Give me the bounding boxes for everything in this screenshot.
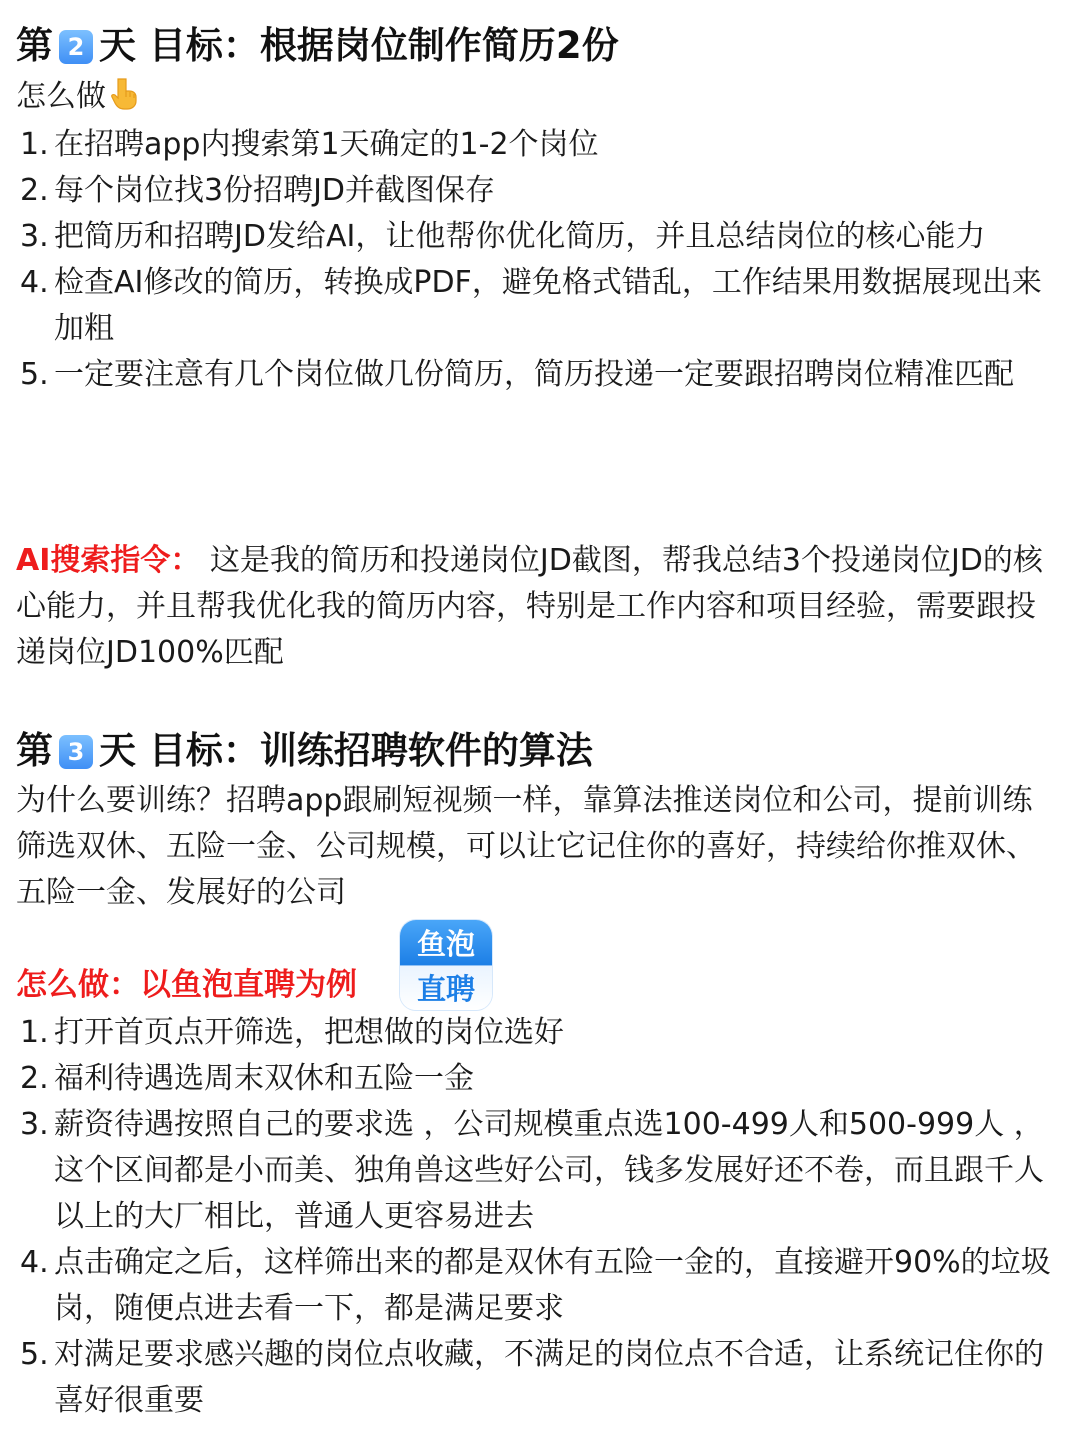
day3-how-heading: 怎么做：以鱼泡直聘为例 — [16, 967, 357, 1003]
day3-steps — [0, 1010, 1064, 1424]
list-number: 5. — [20, 1337, 49, 1372]
list-item — [0, 214, 1064, 260]
list-number: 3. — [20, 1107, 49, 1142]
day2-how-label — [16, 74, 142, 120]
ai-prompt-paragraph — [16, 538, 1061, 676]
keycap-digit-icon: 2 — [59, 30, 93, 64]
list-number: 2. — [20, 173, 49, 208]
list-number: 5. — [20, 357, 49, 392]
list-number: 4. — [20, 1245, 49, 1280]
list-text: 把简历和招聘JD发给AI，让他帮你优化简历，并且总结岗位的核心能力 — [54, 219, 986, 254]
list-text: 打开首页点开筛选，把想做的岗位选好 — [54, 1015, 564, 1050]
list-number: 3. — [20, 219, 49, 254]
logo-text-top: 鱼泡 — [416, 927, 475, 961]
list-item — [0, 1102, 1064, 1240]
list-text: 对满足要求感兴趣的岗位点收藏，不满足的岗位点不合适，让系统记住你的喜好很重要 — [54, 1337, 1044, 1418]
list-item — [0, 260, 1064, 352]
day3-title: 天 目标：训练招聘软件的算法 — [99, 729, 593, 772]
logo-text-bottom: 直聘 — [416, 972, 475, 1006]
list-text: 检查AI修改的简历，转换成PDF，避免格式错乱，工作结果用数据展现出来加粗 — [54, 265, 1042, 346]
ai-prompt-text: 这是我的简历和投递岗位JD截图，帮我总结3个投递岗位JD的核心能力，并且帮我优化我的简历内容，特别是工作内容和项目经验，需要跟投递岗位JD100%匹配 — [16, 543, 1043, 670]
day3-why-paragraph: 为什么要训练？招聘app跟刷短视频一样，靠算法推送岗位和公司，提前训练筛选双休、五险一金、公司规模，可以让它记住你的喜好，持续给你推双休、五险一金、发展好的公司 — [16, 783, 1036, 910]
list-number: 1. — [20, 1015, 49, 1050]
list-text: 薪资待遇按照自己的要求选 ，公司规模重点选100-499人和500-999人 ，这个区间都是小而美、独角兽这些好公司，钱多发展好还不卷，而且跟千人以上的大厂相比，普通人更容易进去 — [54, 1107, 1044, 1234]
list-number: 4. — [20, 265, 49, 300]
backhand-index-pointing-down-icon — [108, 76, 142, 110]
day3-prefix: 第 — [16, 729, 53, 772]
yupao-zhipin-logo — [400, 920, 492, 1010]
ai-prompt-label: AI搜索指令： — [16, 543, 201, 578]
list-text: 在招聘app内搜索第1天确定的1-2个岗位 — [54, 127, 599, 162]
day2-title: 天 目标：根据岗位制作简历2份 — [99, 24, 619, 67]
list-number: 2. — [20, 1061, 49, 1096]
list-text: 点击确定之后，这样筛出来的都是双休有五险一金的，直接避开90%的垃圾岗，随便点进去看一下，都是满足要求 — [54, 1245, 1051, 1326]
list-item — [0, 1240, 1064, 1332]
list-item — [0, 1010, 1064, 1056]
list-item — [0, 352, 1064, 398]
keycap-digit-icon: 3 — [59, 735, 93, 769]
day3-heading — [16, 727, 593, 775]
list-text: 一定要注意有几个岗位做几份简历，简历投递一定要跟招聘岗位精准匹配 — [54, 357, 1014, 392]
list-item — [0, 1332, 1064, 1424]
list-item — [0, 1056, 1064, 1102]
day2-steps — [0, 122, 1064, 398]
list-number: 1. — [20, 127, 49, 162]
list-text: 每个岗位找3份招聘JD并截图保存 — [54, 173, 496, 208]
list-item — [0, 168, 1064, 214]
how-label-text: 怎么做 — [16, 79, 106, 114]
list-item — [0, 122, 1064, 168]
list-text: 福利待遇选周末双休和五险一金 — [54, 1061, 474, 1096]
day2-prefix: 第 — [16, 24, 53, 67]
day2-heading — [16, 22, 619, 70]
